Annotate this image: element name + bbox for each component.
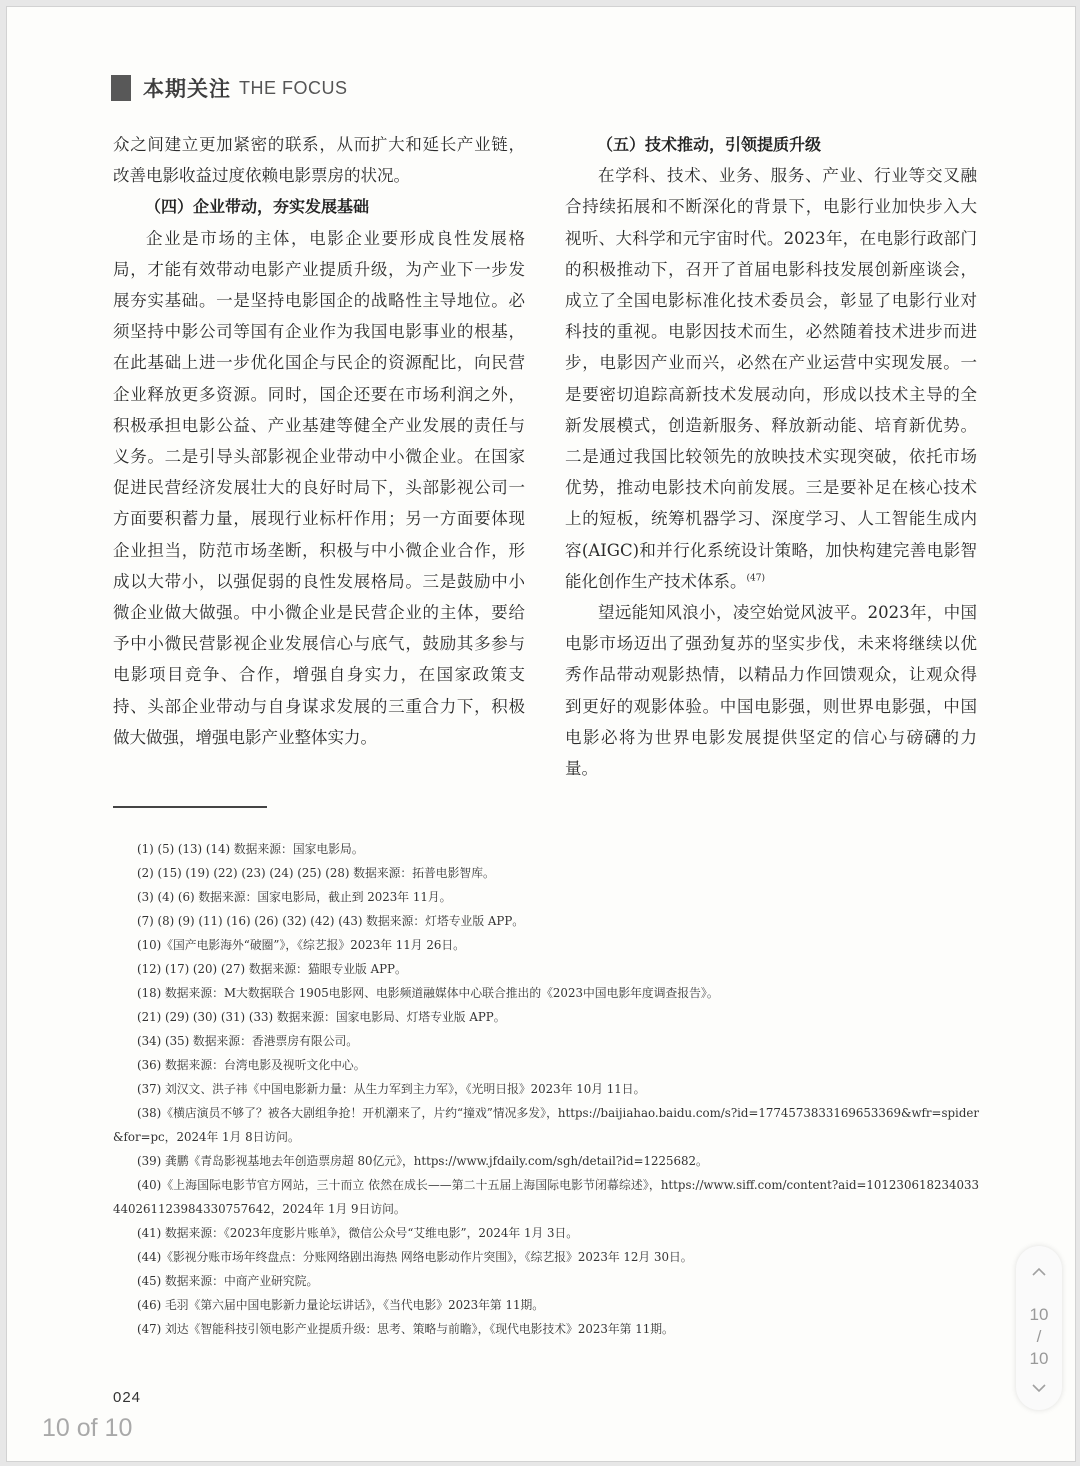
chevron-up-icon[interactable] [1027,1260,1051,1284]
footnote: (41) 数据来源：《2023年度影片账单》，微信公众号“艾维电影”，2024年 1月 3日。 [137,1226,579,1240]
footnote: (34) (35) 数据来源：香港票房有限公司。 [137,1034,359,1048]
left-column [113,129,525,753]
footnote: (37) 刘汉文、洪子祎《中国电影新力量：从生力军到主力军》，《光明日报》2023年 10月 11日。 [137,1082,646,1096]
footnote: (36) 数据来源：台湾电影及视听文化中心。 [137,1058,366,1072]
paragraph-text: 在学科、技术、业务、服务、产业、行业等交叉融合持续拓展和不断深化的背景下，电影行业加快步入大视听、大科学和元宇宙时代。2023年，在电影行政部门的积极推动下，召开了首届电影科技发展创新座谈会，成立了全国电影标准化技术委员会，彰显了电影行业对科技的重视。电影因技术而生，必然随着技术进步而进步，电影因产业而兴，必然在产业运营中实现发展。一是要密切追踪高新技术发展动向，形成以技术主导的全新发展模式，创造新服务、释放新动能、培育新优势。二是通过我国比较领先的放映技术实现突破，依托市场优势，推动电影技术向前发展。三是要补足在核心技术上的短板，统筹机器学习、深度学习、人工智能生成内容(AIGC)和并行化系统设计策略，加快构建完善电影智能化创作生产技术体系。 [565,166,977,591]
header-marker [111,75,131,101]
footnote-ref[interactable]: (47) [746,573,765,584]
footnote: (47) 刘达《智能科技引领电影产业提质升级：思考、策略与前瞻》，《现代电影技术》2023年第 11期。 [137,1322,674,1336]
section-heading-4: （四）企业带动，夯实发展基础 [145,197,370,217]
footnote: (45) 数据来源：中商产业研究院。 [137,1274,319,1288]
document-page [6,6,1076,1462]
paragraph [565,160,977,597]
footnote: (18) 数据来源：M大数据联合 1905电影网、电影频道融媒体中心联合推出的《2023中国电影年度调查报告》。 [137,986,719,1000]
paragraph: 望远能知风浪小，凌空始觉风波平。2023年，中国电影市场迈出了强劲复苏的坚实步伐，未来将继续以优秀作品带动观影热情，以精品力作回馈观众，让观众得到更好的观影体验。中国电影强，则世界电影强，中国电影必将为世界电影发展提供坚定的信心与磅礴的力量。 [565,603,977,779]
section-header [111,75,348,101]
section-heading-5: （五）技术推动，引领提质升级 [597,135,822,154]
footnote: (46) 毛羽《第六届中国电影新力量论坛讲话》，《当代电影》2023年第 11期。 [137,1298,545,1312]
page-indicator: 10 of 10 [42,1414,133,1442]
page-separator: / [1036,1327,1042,1346]
page-number: 024 [113,1389,142,1406]
footnote: (39) 龚鹏《青岛影视基地去年创造票房超 80亿元》，https://www.jfdaily.com/sgh/detail?id=1225682。 [137,1154,708,1168]
section-title-cn: 本期关注 [143,77,231,101]
footnote-divider [113,806,267,808]
footnote: (3) (4) (6) 数据来源：国家电影局，截止到 2023年 11月。 [137,890,452,904]
footnote: (44)《影视分账市场年终盘点：分账网络剧出海热 网络电影动作片突围》，《综艺报》2023年 12月 30日。 [137,1250,693,1264]
page-navigator [1016,1246,1062,1410]
section-title-en: THE FOCUS [239,77,348,98]
footnote: (10)《国产电影海外“破圈”》，《综艺报》2023年 11月 26日。 [137,938,465,952]
paragraph: 企业是市场的主体，电影企业要形成良性发展格局，才能有效带动电影产业提质升级，为产业下一步发展夯实基础。一是坚持电影国企的战略性主导地位。必须坚持中影公司等国有企业作为我国电影事业的根基，在此基础上进一步优化国企与民企的资源配比，向民营企业释放更多资源。同时，国企还要在市场利润之外，积极承担电影公益、产业基建等健全产业发展的责任与义务。二是引导头部影视企业带动中小微企业。在国家促进民营经济发展壮大的良好时局下，头部影视公司一方面要积蓄力量，展现行业标杆作用；另一方面要体现企业担当，防范市场垄断，积极与中小微企业合作，形成以大带小，以强促弱的良性发展格局。三是鼓励中小微企业做大做强。中小微企业是民营企业的主体，要给予中小微民营影视企业发展信心与底气，鼓励其多参与电影项目竞争、合作，增强自身实力，在国家政策支持、头部企业带动与自身谋求发展的三重合力下，积极做大做强，增强电影产业整体实力。 [113,228,525,747]
chevron-down-icon[interactable] [1027,1376,1051,1400]
right-column [565,129,977,784]
total-pages: 10 [1029,1349,1049,1368]
footnote: (38)《横店演员不够了？被各大剧组争抢！开机潮来了，片约“撞戏”情况多发》，https://baijiahao.baidu.com/s?id=1774573833169653369&wfr=spider&for=pc，2024年 1月 8日访问。 [113,1106,979,1144]
footnote: (40)《上海国际电影节官方网站，三十而立 依然在成长——第二十五届上海国际电影节闭幕综述》，https://www.siff.com/content?aid=101230618234033440261123984330757642，2024年 1月 9日访问。 [113,1178,979,1216]
footnote: (1) (5) (13) (14) 数据来源：国家电影局。 [137,842,364,856]
footnote: (7) (8) (9) (11) (16) (26) (32) (42) (43) 数据来源：灯塔专业版 APP。 [137,914,525,928]
footnote: (12) (17) (20) (27) 数据来源：猫眼专业版 APP。 [137,962,407,976]
paragraph: 众之间建立更加紧密的联系，从而扩大和延长产业链，改善电影收益过度依赖电影票房的状况。 [113,135,525,186]
current-page: 10 [1029,1305,1049,1324]
footnote: (2) (15) (19) (22) (23) (24) (25) (28) 数据来源：拓普电影智库。 [137,866,495,880]
footnote: (21) (29) (30) (31) (33) 数据来源：国家电影局、灯塔专业版 APP。 [137,1010,506,1024]
footnotes [113,837,979,1341]
